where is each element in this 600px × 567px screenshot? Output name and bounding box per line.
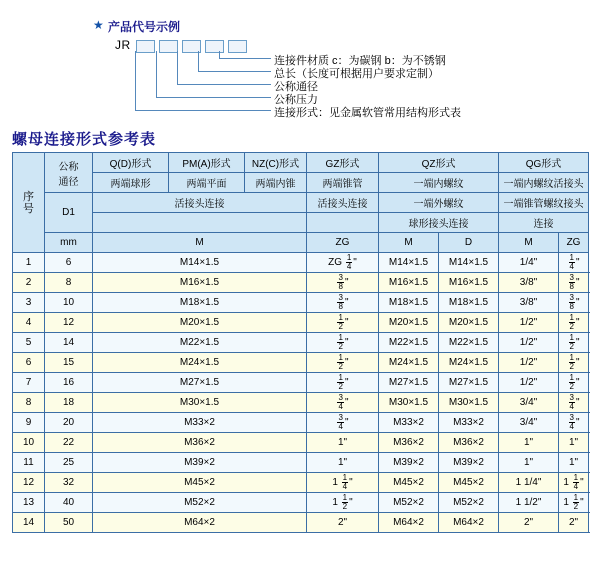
nut-connection-table bbox=[12, 152, 589, 533]
table-header-row-3 bbox=[13, 193, 589, 213]
cell-qg-m: 3/4" bbox=[499, 393, 559, 413]
cell-qz-m: M24×1.5 bbox=[379, 353, 439, 373]
cell-qg-zg: $\frac{1}{4}$ " bbox=[559, 253, 589, 273]
cell-qg-zg: $\frac{1}{2}$ " bbox=[559, 333, 589, 353]
cell-qz-m: M20×1.5 bbox=[379, 313, 439, 333]
cell-gz: $\frac{3}{4}$ " bbox=[307, 413, 379, 433]
cell-qg-zg: 1 $\frac{1}{2}$ " bbox=[559, 493, 589, 513]
cell-qz-d: M45×2 bbox=[439, 473, 499, 493]
header-blank-left bbox=[93, 213, 307, 233]
table-row bbox=[13, 353, 589, 373]
leader-line-h bbox=[219, 58, 271, 59]
cell-qg-zg: $\frac{3}{8}$ " bbox=[559, 273, 589, 293]
cell-dn: 50 bbox=[45, 513, 93, 533]
cell-gz: $\frac{3}{8}$ " bbox=[307, 273, 379, 293]
cell-seq: 12 bbox=[13, 473, 45, 493]
cell-qg-m: 1/4" bbox=[499, 253, 559, 273]
cell-qz-m: M39×2 bbox=[379, 453, 439, 473]
code-prefix-label: JR bbox=[115, 38, 131, 52]
cell-dn: 15 bbox=[45, 353, 93, 373]
table-body bbox=[13, 253, 589, 533]
cell-dn: 18 bbox=[45, 393, 93, 413]
header-qz-desc: 一端内螺纹 bbox=[379, 173, 499, 193]
legend-nominal-pressure: 公称压力 bbox=[274, 94, 318, 106]
star-icon: ★ bbox=[93, 18, 104, 32]
cell-thread-m: M52×2 bbox=[93, 493, 307, 513]
cell-thread-m: M22×1.5 bbox=[93, 333, 307, 353]
header-qg-connection: 连接 bbox=[499, 213, 589, 233]
cell-seq: 5 bbox=[13, 333, 45, 353]
cell-qz-m: M16×1.5 bbox=[379, 273, 439, 293]
cell-qz-m: M14×1.5 bbox=[379, 253, 439, 273]
header-qd-desc: 两端球形 bbox=[93, 173, 169, 193]
table-header-row-1 bbox=[13, 153, 589, 173]
cell-qg-m: 1 1/4" bbox=[499, 473, 559, 493]
cell-thread-m: M30×1.5 bbox=[93, 393, 307, 413]
cell-qz-d: M20×1.5 bbox=[439, 313, 499, 333]
header-qz-external-thread: 一端外螺纹 bbox=[379, 193, 499, 213]
cell-seq: 1 bbox=[13, 253, 45, 273]
legend-nominal-diameter: 公称通径 bbox=[274, 81, 318, 93]
cell-qz-d: M22×1.5 bbox=[439, 333, 499, 353]
cell-qg-m: 3/8" bbox=[499, 293, 559, 313]
header-seq: 序 号 bbox=[13, 153, 45, 253]
cell-gz: $\frac{3}{4}$ " bbox=[307, 393, 379, 413]
table-row bbox=[13, 313, 589, 333]
cell-qz-m: M27×1.5 bbox=[379, 373, 439, 393]
cell-seq: 11 bbox=[13, 453, 45, 473]
cell-dn: 10 bbox=[45, 293, 93, 313]
cell-thread-m: M24×1.5 bbox=[93, 353, 307, 373]
cell-seq: 8 bbox=[13, 393, 45, 413]
cell-qg-zg: 1" bbox=[559, 453, 589, 473]
cell-qz-d: M27×1.5 bbox=[439, 373, 499, 393]
header-qg-desc: 一端内螺纹活接头 bbox=[499, 173, 589, 193]
cell-dn: 32 bbox=[45, 473, 93, 493]
leader-line-h bbox=[177, 84, 271, 85]
cell-dn: 22 bbox=[45, 433, 93, 453]
cell-dn: 14 bbox=[45, 333, 93, 353]
code-example-title: 产品代号示例 bbox=[108, 20, 181, 34]
cell-qz-m: M45×2 bbox=[379, 473, 439, 493]
cell-qz-d: M52×2 bbox=[439, 493, 499, 513]
leader-line-h bbox=[198, 71, 271, 72]
cell-qg-m: 3/8" bbox=[499, 273, 559, 293]
header-unit-qg-zg: ZG bbox=[559, 233, 589, 253]
cell-qz-d: M64×2 bbox=[439, 513, 499, 533]
table-header-row-2 bbox=[13, 173, 589, 193]
table-row bbox=[13, 393, 589, 413]
cell-qz-d: M30×1.5 bbox=[439, 393, 499, 413]
header-unit-mm: mm bbox=[45, 233, 93, 253]
cell-qg-zg: 1 $\frac{1}{4}$ " bbox=[559, 473, 589, 493]
cell-dn: 16 bbox=[45, 373, 93, 393]
cell-qg-m: 1" bbox=[499, 433, 559, 453]
cell-thread-m: M45×2 bbox=[93, 473, 307, 493]
cell-thread-m: M39×2 bbox=[93, 453, 307, 473]
cell-dn: 6 bbox=[45, 253, 93, 273]
leader-line-h bbox=[135, 110, 271, 111]
cell-qg-m: 3/4" bbox=[499, 413, 559, 433]
header-unit-qz-m: M bbox=[379, 233, 439, 253]
header-group-nzc: NZ(C)形式 bbox=[245, 153, 307, 173]
cell-qg-zg: $\frac{3}{4}$ " bbox=[559, 393, 589, 413]
table-row bbox=[13, 273, 589, 293]
table-row bbox=[13, 433, 589, 453]
cell-thread-m: M27×1.5 bbox=[93, 373, 307, 393]
header-unit-qg-m: M bbox=[499, 233, 559, 253]
header-dn: 公称 通径 bbox=[45, 153, 93, 193]
cell-gz: $\frac{1}{2}$ " bbox=[307, 373, 379, 393]
cell-qg-m: 1" bbox=[499, 453, 559, 473]
legend-material: 连接件材质 c：为碳钢 b：为不锈钢 bbox=[274, 55, 446, 67]
table-row bbox=[13, 453, 589, 473]
cell-thread-m: M20×1.5 bbox=[93, 313, 307, 333]
cell-dn: 40 bbox=[45, 493, 93, 513]
cell-qz-d: M18×1.5 bbox=[439, 293, 499, 313]
cell-qz-m: M36×2 bbox=[379, 433, 439, 453]
table-row bbox=[13, 373, 589, 393]
cell-qz-d: M24×1.5 bbox=[439, 353, 499, 373]
code-box-group bbox=[136, 40, 247, 53]
cell-qg-zg: 2" bbox=[559, 513, 589, 533]
cell-qg-zg: $\frac{1}{2}$ " bbox=[559, 373, 589, 393]
header-pma-desc: 两端平面 bbox=[169, 173, 245, 193]
header-qz-ball-joint: 球形接头连接 bbox=[379, 213, 499, 233]
table-row bbox=[13, 493, 589, 513]
leader-line-v bbox=[135, 51, 136, 110]
cell-qg-zg: 1" bbox=[559, 433, 589, 453]
cell-thread-m: M16×1.5 bbox=[93, 273, 307, 293]
table-row bbox=[13, 513, 589, 533]
header-qg-taper-pipe-thread: 一端锥管螺纹接头 bbox=[499, 193, 589, 213]
cell-gz: $\frac{1}{2}$ " bbox=[307, 333, 379, 353]
table-row bbox=[13, 413, 589, 433]
cell-qz-d: M39×2 bbox=[439, 453, 499, 473]
cell-seq: 3 bbox=[13, 293, 45, 313]
spec-table-wrapper bbox=[12, 152, 588, 533]
header-unit-m: M bbox=[93, 233, 307, 253]
cell-dn: 12 bbox=[45, 313, 93, 333]
cell-seq: 9 bbox=[13, 413, 45, 433]
cell-seq: 4 bbox=[13, 313, 45, 333]
cell-qz-m: M52×2 bbox=[379, 493, 439, 513]
header-gz-union-connection: 活接头连接 bbox=[307, 193, 379, 213]
cell-dn: 25 bbox=[45, 453, 93, 473]
cell-qg-zg: $\frac{1}{2}$ " bbox=[559, 353, 589, 373]
cell-qg-m: 1/2" bbox=[499, 313, 559, 333]
header-unit-zg: ZG bbox=[307, 233, 379, 253]
leader-line-v bbox=[198, 51, 199, 71]
cell-qz-m: M64×2 bbox=[379, 513, 439, 533]
product-code-example bbox=[0, 0, 600, 120]
table-row bbox=[13, 293, 589, 313]
cell-thread-m: M36×2 bbox=[93, 433, 307, 453]
header-union-connection: 活接头连接 bbox=[93, 193, 307, 213]
cell-qz-d: M33×2 bbox=[439, 413, 499, 433]
leader-line-h bbox=[156, 97, 271, 98]
cell-thread-m: M64×2 bbox=[93, 513, 307, 533]
code-box bbox=[136, 40, 155, 53]
header-unit-qz-d: D bbox=[439, 233, 499, 253]
cell-gz: $\frac{3}{8}$ " bbox=[307, 293, 379, 313]
cell-qg-m: 1/2" bbox=[499, 353, 559, 373]
table-row bbox=[13, 333, 589, 353]
cell-gz: ZG $\frac{1}{4}$ " bbox=[307, 253, 379, 273]
leader-line-v bbox=[177, 51, 178, 84]
cell-gz: 1 $\frac{1}{4}$ " bbox=[307, 473, 379, 493]
cell-seq: 6 bbox=[13, 353, 45, 373]
cell-thread-m: M18×1.5 bbox=[93, 293, 307, 313]
cell-qz-m: M30×1.5 bbox=[379, 393, 439, 413]
leader-line-v bbox=[219, 51, 220, 58]
cell-dn: 20 bbox=[45, 413, 93, 433]
header-group-gz: GZ形式 bbox=[307, 153, 379, 173]
cell-dn: 8 bbox=[45, 273, 93, 293]
header-blank-gz bbox=[307, 213, 379, 233]
page-title: 螺母连接形式参考表 bbox=[12, 131, 157, 148]
cell-qg-m: 1/2" bbox=[499, 333, 559, 353]
cell-qz-m: M18×1.5 bbox=[379, 293, 439, 313]
cell-seq: 10 bbox=[13, 433, 45, 453]
cell-gz: 2" bbox=[307, 513, 379, 533]
header-d1: D1 bbox=[45, 193, 93, 233]
cell-thread-m: M14×1.5 bbox=[93, 253, 307, 273]
cell-seq: 7 bbox=[13, 373, 45, 393]
code-box bbox=[228, 40, 247, 53]
table-header-row-4 bbox=[13, 213, 589, 233]
header-gz-desc: 两端锥管 bbox=[307, 173, 379, 193]
cell-seq: 2 bbox=[13, 273, 45, 293]
cell-gz: 1" bbox=[307, 453, 379, 473]
cell-gz: $\frac{1}{2}$ " bbox=[307, 313, 379, 333]
cell-qz-m: M33×2 bbox=[379, 413, 439, 433]
cell-seq: 14 bbox=[13, 513, 45, 533]
cell-thread-m: M33×2 bbox=[93, 413, 307, 433]
cell-qg-zg: $\frac{3}{8}$ " bbox=[559, 293, 589, 313]
cell-qg-zg: $\frac{1}{2}$ " bbox=[559, 313, 589, 333]
cell-qz-d: M14×1.5 bbox=[439, 253, 499, 273]
code-box bbox=[159, 40, 178, 53]
table-row bbox=[13, 253, 589, 273]
cell-seq: 13 bbox=[13, 493, 45, 513]
cell-qz-d: M16×1.5 bbox=[439, 273, 499, 293]
cell-gz: 1 $\frac{1}{2}$ " bbox=[307, 493, 379, 513]
cell-gz: 1" bbox=[307, 433, 379, 453]
legend-connection-type: 连接形式：见金属软管常用结构形式表 bbox=[274, 107, 461, 119]
header-group-qz: QZ形式 bbox=[379, 153, 499, 173]
header-nzc-desc: 两端内锥 bbox=[245, 173, 307, 193]
cell-qz-m: M22×1.5 bbox=[379, 333, 439, 353]
cell-qz-d: M36×2 bbox=[439, 433, 499, 453]
header-group-qd: Q(D)形式 bbox=[93, 153, 169, 173]
code-box bbox=[205, 40, 224, 53]
cell-qg-m: 1 1/2" bbox=[499, 493, 559, 513]
legend-total-length: 总长（长度可根据用户要求定制） bbox=[274, 68, 439, 80]
cell-gz: $\frac{1}{2}$ " bbox=[307, 353, 379, 373]
table-header-row-5 bbox=[13, 233, 589, 253]
header-group-pma: PM(A)形式 bbox=[169, 153, 245, 173]
leader-line-v bbox=[156, 51, 157, 97]
cell-qg-m: 2" bbox=[499, 513, 559, 533]
header-group-qg: QG形式 bbox=[499, 153, 589, 173]
table-row bbox=[13, 473, 589, 493]
cell-qg-zg: $\frac{3}{4}$ " bbox=[559, 413, 589, 433]
cell-qg-m: 1/2" bbox=[499, 373, 559, 393]
